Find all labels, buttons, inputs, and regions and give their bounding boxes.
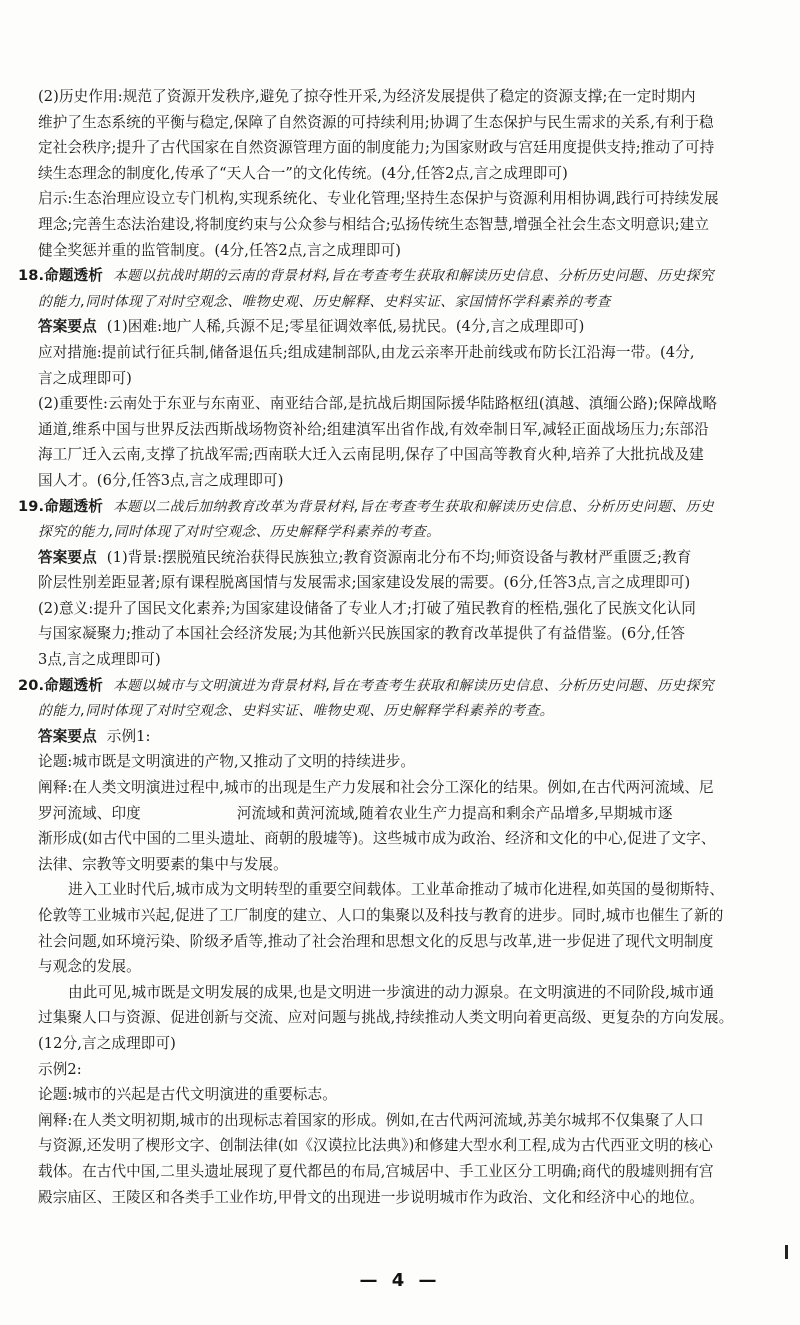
q17-history-role-line-4: 续生态理念的制度化,传承了“天人合一”的文化传统。(4分,任答2点,言之成理即可) bbox=[38, 164, 568, 182]
q18-answer-label: 答案要点 bbox=[38, 318, 97, 336]
page-number: — 4 — bbox=[359, 1270, 441, 1291]
q19-analysis-line-2 bbox=[38, 519, 778, 545]
q20-analysis-line-1 bbox=[18, 673, 778, 699]
q17-history-role-line-1: (2)历史作用:规范了资源开发秩序,避免了掠夺性开采,为经济发展提供了稳定的资源支撑;在一定时期内 bbox=[38, 88, 696, 105]
q18-answer-line-4: (2)重要性:云南处于东亚与东南亚、南亚结合部,是抗战后期国际援华陆路枢纽(滇越、滇缅公路);保障战略 bbox=[38, 395, 718, 413]
q18-answer-line-3: 言之成理即可) bbox=[38, 369, 132, 387]
q20-ex1-para2-line-3: 社会问题,如环境污染、阶级矛盾等,推动了社会治理和思想文化的反思与改革,进一步促进了现代文明制度 bbox=[38, 932, 714, 950]
q19-analysis-text-2: 探究的能力,同时体现了对时空观念、历史解释学科素养的考查。 bbox=[38, 524, 441, 541]
q20-ex1-para1-line-1: 阐释:在人类文明演进过程中,城市的出现是生产力发展和社会分工深化的结果。例如,在古代两河流域、尼 bbox=[38, 779, 714, 797]
q20-ex2-line-3: 载体。在古代中国,二里头遗址展现了夏代都邑的布局,宫城居中、手工业区分工明确;商代的殷墟则拥有宫 bbox=[38, 1162, 714, 1180]
edge-mark bbox=[785, 1245, 788, 1259]
q18-answer-line-5: 通道,维系中国与世界反法西斯战场物资补给;组建滇军出省作战,有效牵制日军,减轻正面战场压力;东部沿 bbox=[38, 420, 709, 438]
q18-analysis-text-2: 的能力,同时体现了对时空观念、唯物史观、历史解释、史料实证、家国情怀学科素养的考查 bbox=[38, 293, 611, 310]
q19-answer-line-4: 与国家凝聚力;推动了本国社会经济发展;为其他新兴民族国家的教育改革提供了有益借鉴。(6分,任答 bbox=[38, 625, 686, 643]
q20-ex1-para3-line-2: 过集聚人口与资源、促进创新与交流、应对问题与挑战,持续推动人类文明向着更高级、更复杂的方向发展。 bbox=[38, 1009, 734, 1027]
q20-analysis-label: 命题透析 bbox=[44, 676, 103, 694]
q20-thesis-1: 论题:城市既是文明演进的产物,又推动了文明的持续进步。 bbox=[38, 753, 416, 771]
q19-number: 19. bbox=[18, 497, 45, 515]
q20-ex1-para1-line-2a: 罗河流域、印度 bbox=[38, 804, 141, 822]
q18-number: 18. bbox=[18, 267, 45, 285]
q18-answer-line-2: 应对措施:提前试行征兵制,储备退伍兵;组成建制部队,由龙云亲率开赴前线或布防长江沿海一带。(4分, bbox=[38, 343, 695, 361]
q20-number: 20. bbox=[18, 676, 45, 694]
q20-ex1-para2-line-2: 伦敦等工业城市兴起,促进了工厂制度的建立、人口的集聚以及科技与教育的进步。同时,城市也催生了新的 bbox=[38, 907, 724, 924]
q20-ex1-score: (12分,言之成理即可) bbox=[38, 1034, 176, 1052]
q20-ex1-para1-line-2b: 河流域和黄河流域,随着农业生产力提高和剩余产品增多,早期城市逐 bbox=[236, 804, 673, 822]
q19-answer-line-3: (2)意义:提升了国民文化素养;为国家建设储备了专业人才;打破了殖民教育的桎梏,强化了民族文化认同 bbox=[38, 599, 696, 617]
q20-analysis-text-1: 本题以城市与文明演进为背景材料,旨在考查考生获取和解读历史信息、分析历史问题、历史探究 bbox=[112, 677, 714, 694]
q19-answer-line-5: 3点,言之成理即可) bbox=[38, 651, 161, 669]
q19-answer-text-1: (1)背景:摆脱殖民统治获得民族独立;教育资源南北分布不均;师资设备与教材严重匮乏;教育 bbox=[106, 548, 692, 566]
q18-analysis-line-2 bbox=[38, 289, 778, 315]
q19-analysis-line-1 bbox=[18, 494, 778, 520]
q18-analysis-label: 命题透析 bbox=[44, 267, 103, 285]
q17-insight-line-1: 启示:生态治理应设立专门机构,实现系统化、专业化管理;坚持生态保护与资源利用相协调,践行可持续发展 bbox=[38, 190, 719, 208]
q20-analysis-line-2 bbox=[38, 698, 778, 724]
q17-history-role-line-2: 维护了生态系统的平衡与稳定,保障了自然资源的可持续利用;协调了生态保护与民生需求的关系,有利于稳 bbox=[38, 113, 714, 131]
q17-insight-line-2: 理念;完善生态法治建设,将制度约束与公众参与相结合;弘扬传统生态智慧,增强全社会生态文明意识;建立 bbox=[38, 215, 710, 233]
q18-answer-line-6: 海工厂迁入云南,支撑了抗战军需;西南联大迁入云南昆明,保存了中国高等教育火种,培养了大批抗战及建 bbox=[38, 446, 704, 464]
q20-ex1-para1-line-3: 渐形成(如古代中国的二里头遗址、商朝的殷墟等)。这些城市成为政治、经济和文化的中心,促进了文字、 bbox=[38, 830, 716, 848]
q18-analysis-text-1: 本题以抗战时期的云南的背景材料,旨在考查考生获取和解读历史信息、分析历史问题、历史探究 bbox=[112, 268, 714, 285]
q18-answer-text-1: (1)困难:地广人稀,兵源不足;零星征调效率低,易扰民。(4分,言之成理即可) bbox=[106, 318, 585, 336]
q20-ex2-line-2: 与资源,还发明了楔形文字、创制法律(如《汉谟拉比法典》)和修建大型水利工程,成为古代西亚文明的核心 bbox=[38, 1137, 713, 1155]
q20-example-2-label: 示例2: bbox=[38, 1060, 82, 1078]
q20-answer-label: 答案要点 bbox=[38, 727, 97, 745]
q20-thesis-2: 论题:城市的兴起是古代文明演进的重要标志。 bbox=[38, 1086, 337, 1104]
q18-analysis-line-1 bbox=[18, 263, 778, 289]
q17-insight-line-3: 健全奖惩并重的监管制度。(4分,任答2点,言之成理即可) bbox=[38, 241, 402, 259]
q20-ex1-para2-line-1: 进入工业时代后,城市成为文明转型的重要空间载体。工业革命推动了城市化进程,如英国的曼彻斯特、 bbox=[68, 881, 725, 899]
q20-ex1-para1-line-2 bbox=[38, 801, 778, 827]
q18-answer-line-1 bbox=[38, 314, 778, 340]
q20-ex1-para3-line-1: 由此可见,城市既是文明发展的成果,也是文明进一步演进的动力源泉。在文明演进的不同阶段,城市通 bbox=[68, 983, 715, 1001]
q20-example-1-label: 示例1: bbox=[106, 727, 151, 745]
q20-analysis-text-2: 的能力,同时体现了对时空观念、史料实证、唯物史观、历史解释学科素养的考查。 bbox=[38, 703, 554, 720]
q17-history-role-line-3: 定社会秩序;提升了古代国家在自然资源管理方面的制度能力;为国家财政与宫廷用度提供支持;推动了可持 bbox=[38, 139, 715, 157]
q19-analysis-label: 命题透析 bbox=[44, 497, 103, 515]
q20-ex1-para1-line-4: 法律、宗教等文明要素的集中与发展。 bbox=[38, 855, 288, 873]
q18-answer-line-7: 国人才。(6分,任答3点,言之成理即可) bbox=[38, 471, 284, 489]
q20-ex2-line-4: 殿宗庙区、王陵区和各类手工业作坊,甲骨文的出现进一步说明城市作为政治、文化和经济中心的地位。 bbox=[38, 1188, 704, 1206]
q20-ex1-para2-line-4: 与观念的发展。 bbox=[38, 958, 141, 976]
q19-answer-line-1 bbox=[38, 545, 778, 571]
q19-answer-label: 答案要点 bbox=[38, 548, 97, 566]
q19-analysis-text-1: 本题以二战后加纳教育改革为背景材料,旨在考查考生获取和解读历史信息、分析历史问题、历史 bbox=[112, 498, 714, 515]
q20-answer-line-1 bbox=[38, 724, 778, 750]
q19-answer-line-2: 阶层性别差距显著;原有课程脱离国情与发展需求;国家建设发展的需要。(6分,任答3点,言之成理即可) bbox=[38, 574, 691, 592]
q20-ex2-line-1: 阐释:在人类文明初期,城市的出现标志着国家的形成。例如,在古代两河流域,苏美尔城邦不仅集聚了人口 bbox=[38, 1111, 704, 1129]
